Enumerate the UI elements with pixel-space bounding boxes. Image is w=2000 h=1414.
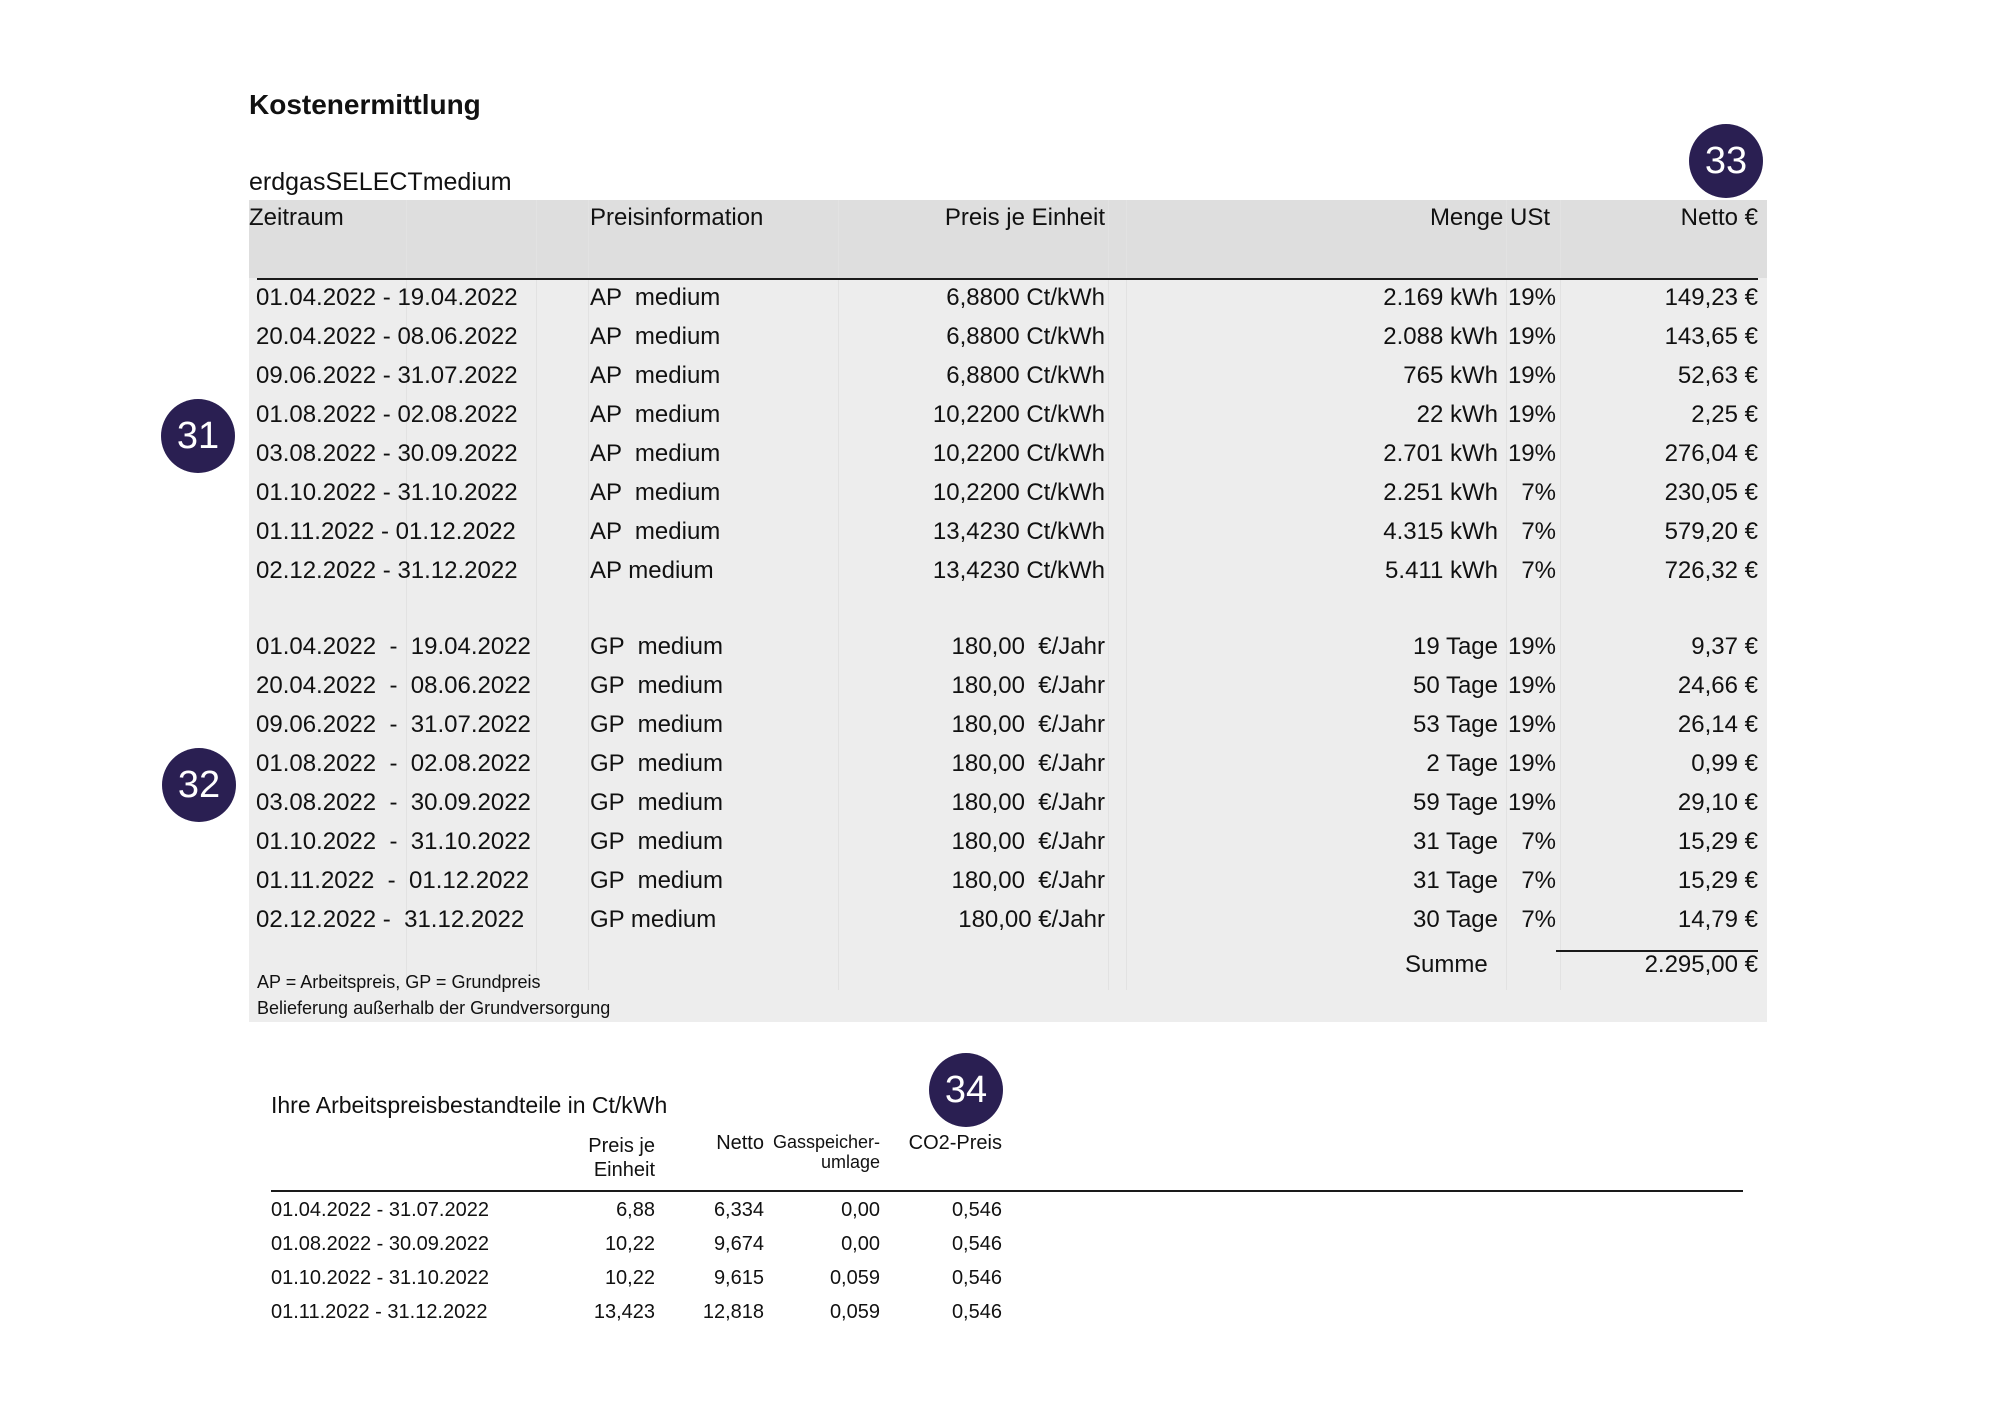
- annotation-badge-33: 33: [1689, 124, 1763, 198]
- gp-row-unitprice: 180,00 €/Jahr: [951, 633, 1105, 660]
- gp-row-period: 20.04.2022 - 08.06.2022: [256, 672, 531, 699]
- gp-row-vat: 7%: [1521, 867, 1556, 894]
- gp-row-quantity: 50 Tage: [1413, 672, 1498, 699]
- components-row-co2: 0,546: [951, 1267, 1002, 1289]
- legend-note: AP = Arbeitspreis, GP = Grundpreis: [257, 972, 541, 992]
- ap-row-priceinfo: AP medium: [590, 557, 714, 584]
- gp-row-quantity: 31 Tage: [1413, 828, 1498, 855]
- gp-row-unitprice: 180,00 €/Jahr: [951, 867, 1105, 894]
- ap-row-priceinfo: AP medium: [590, 401, 721, 428]
- column-divider: [1126, 200, 1127, 990]
- column-divider: [838, 200, 839, 990]
- gp-row-period: 03.08.2022 - 30.09.2022: [256, 789, 531, 816]
- components-header-storage-line1: Gasspeicher-: [772, 1132, 880, 1152]
- ap-row-quantity: 2.701 kWh: [1383, 440, 1498, 467]
- ap-row-unitprice: 10,2200 Ct/kWh: [932, 479, 1105, 506]
- gp-row-vat: 19%: [1507, 750, 1556, 777]
- ap-row-vat: 7%: [1521, 479, 1556, 506]
- ap-row-vat: 19%: [1507, 323, 1556, 350]
- ap-row-period: 01.10.2022 - 31.10.2022: [256, 479, 518, 506]
- gp-row-net: 14,79 €: [1677, 906, 1758, 933]
- gp-row-unitprice: 180,00 €/Jahr: [958, 906, 1105, 933]
- gp-row-net: 0,99 €: [1691, 750, 1758, 777]
- ap-row-unitprice: 10,2200 Ct/kWh: [932, 401, 1105, 428]
- components-row-storage: 0,00: [841, 1199, 880, 1221]
- ap-row-vat: 7%: [1521, 518, 1556, 545]
- gp-row-net: 24,66 €: [1677, 672, 1758, 699]
- ap-row-unitprice: 6,8800 Ct/kWh: [946, 323, 1105, 350]
- ap-row-unitprice: 10,2200 Ct/kWh: [932, 440, 1105, 467]
- annotation-badge-34: 34: [929, 1053, 1003, 1127]
- components-header-divider: [271, 1190, 1743, 1192]
- components-row-price: 10,22: [604, 1267, 655, 1289]
- ap-row-net: 579,20 €: [1664, 518, 1758, 545]
- ap-row-vat: 19%: [1507, 401, 1556, 428]
- gp-row-net: 15,29 €: [1677, 867, 1758, 894]
- ap-row-period: 02.12.2022 - 31.12.2022: [256, 557, 518, 584]
- column-divider: [536, 200, 537, 990]
- gp-row-quantity: 59 Tage: [1413, 789, 1498, 816]
- sum-label: Summe: [1405, 951, 1488, 978]
- gp-row-quantity: 19 Tage: [1413, 633, 1498, 660]
- components-row-storage: 0,059: [829, 1267, 880, 1289]
- ap-row-quantity: 5.411 kWh: [1385, 557, 1498, 584]
- col-header-unitprice: Preis je Einheit: [944, 204, 1105, 231]
- gp-row-unitprice: 180,00 €/Jahr: [951, 828, 1105, 855]
- gp-row-period: 01.10.2022 - 31.10.2022: [256, 828, 531, 855]
- ap-row-unitprice: 6,8800 Ct/kWh: [946, 362, 1105, 389]
- components-row-co2: 0,546: [951, 1233, 1002, 1255]
- gp-row-vat: 7%: [1521, 828, 1556, 855]
- gp-row-quantity: 31 Tage: [1413, 867, 1498, 894]
- ap-row-period: 20.04.2022 - 08.06.2022: [256, 323, 518, 350]
- gp-row-unitprice: 180,00 €/Jahr: [951, 711, 1105, 738]
- components-row-price: 13,423: [593, 1301, 655, 1323]
- ap-row-net: 726,32 €: [1664, 557, 1758, 584]
- col-header-net: Netto €: [1680, 204, 1758, 231]
- supply-note: Belieferung außerhalb der Grundversorgung: [257, 998, 611, 1018]
- ap-row-period: 01.11.2022 - 01.12.2022: [256, 518, 516, 545]
- gp-row-period: 09.06.2022 - 31.07.2022: [256, 711, 531, 738]
- ap-row-vat: 19%: [1507, 362, 1556, 389]
- gp-row-period: 02.12.2022 - 31.12.2022: [256, 906, 525, 933]
- ap-row-quantity: 2.169 kWh: [1383, 284, 1498, 311]
- ap-row-quantity: 4.315 kWh: [1383, 518, 1498, 545]
- ap-row-quantity: 22 kWh: [1416, 401, 1498, 428]
- gp-row-unitprice: 180,00 €/Jahr: [951, 750, 1105, 777]
- components-header-unitprice: [540, 1134, 655, 1182]
- column-divider: [1560, 200, 1561, 990]
- ap-row-net: 230,05 €: [1664, 479, 1758, 506]
- annotation-badge-32: 32: [162, 748, 236, 822]
- gp-row-priceinfo: GP medium: [590, 828, 723, 855]
- gp-row-unitprice: 180,00 €/Jahr: [951, 672, 1105, 699]
- ap-row-net: 149,23 €: [1664, 284, 1758, 311]
- components-row-net: 6,334: [713, 1199, 764, 1221]
- column-divider: [1108, 200, 1109, 990]
- components-row-period: 01.10.2022 - 31.10.2022: [271, 1267, 489, 1289]
- gp-row-vat: 19%: [1507, 711, 1556, 738]
- ap-row-net: 143,65 €: [1664, 323, 1758, 350]
- ap-row-vat: 7%: [1521, 557, 1556, 584]
- ap-row-priceinfo: AP medium: [590, 284, 721, 311]
- components-row-period: 01.11.2022 - 31.12.2022: [271, 1301, 488, 1323]
- components-row-co2: 0,546: [951, 1301, 1002, 1323]
- components-row-price: 10,22: [604, 1233, 655, 1255]
- gp-row-vat: 19%: [1507, 672, 1556, 699]
- gp-row-priceinfo: GP medium: [590, 867, 723, 894]
- components-row-period: 01.04.2022 - 31.07.2022: [271, 1199, 489, 1221]
- gp-row-net: 15,29 €: [1677, 828, 1758, 855]
- gp-row-net: 9,37 €: [1691, 633, 1758, 660]
- sum-value: 2.295,00 €: [1644, 951, 1758, 978]
- ap-row-quantity: 765 kWh: [1403, 362, 1498, 389]
- ap-row-period: 09.06.2022 - 31.07.2022: [256, 362, 518, 389]
- gp-row-priceinfo: GP medium: [590, 633, 723, 660]
- ap-row-net: 52,63 €: [1677, 362, 1758, 389]
- components-row-co2: 0,546: [951, 1199, 1002, 1221]
- components-header-co2: CO2-Preis: [908, 1132, 1002, 1154]
- gp-row-unitprice: 180,00 €/Jahr: [951, 789, 1105, 816]
- components-row-price: 6,88: [616, 1199, 655, 1221]
- ap-row-net: 2,25 €: [1691, 401, 1758, 428]
- column-divider: [588, 200, 589, 990]
- ap-row-unitprice: 13,4230 Ct/kWh: [932, 518, 1105, 545]
- components-header-storage-line2: umlage: [820, 1152, 880, 1172]
- components-title: Ihre Arbeitspreisbestandteile in Ct/kWh: [271, 1092, 668, 1118]
- components-row-storage: 0,00: [841, 1233, 880, 1255]
- gp-row-priceinfo: GP medium: [590, 711, 723, 738]
- page-title: Kostenermittlung: [249, 89, 481, 120]
- components-header-storage: [760, 1132, 880, 1172]
- components-row-period: 01.08.2022 - 30.09.2022: [271, 1233, 489, 1255]
- ap-row-period: 01.04.2022 - 19.04.2022: [256, 284, 518, 311]
- col-header-qty-vat: Menge USt: [1429, 204, 1550, 231]
- gp-row-period: 01.08.2022 - 02.08.2022: [256, 750, 531, 777]
- ap-row-quantity: 2.251 kWh: [1383, 479, 1498, 506]
- components-header-unitprice-line1: Preis je: [588, 1135, 655, 1157]
- col-header-period: Zeitraum: [249, 204, 344, 231]
- gp-row-period: 01.04.2022 - 19.04.2022: [256, 633, 531, 660]
- ap-row-unitprice: 6,8800 Ct/kWh: [946, 284, 1105, 311]
- gp-row-priceinfo: GP medium: [590, 750, 723, 777]
- ap-row-priceinfo: AP medium: [590, 518, 721, 545]
- ap-row-period: 03.08.2022 - 30.09.2022: [256, 440, 518, 467]
- ap-row-unitprice: 13,4230 Ct/kWh: [932, 557, 1105, 584]
- annotation-badge-31: 31: [161, 399, 235, 473]
- ap-row-priceinfo: AP medium: [590, 479, 721, 506]
- components-row-net: 12,818: [702, 1301, 764, 1323]
- ap-row-priceinfo: AP medium: [590, 362, 721, 389]
- gp-row-quantity: 30 Tage: [1413, 906, 1498, 933]
- components-header-unitprice-line2: Einheit: [593, 1159, 655, 1181]
- gp-row-vat: 19%: [1507, 633, 1556, 660]
- gp-row-vat: 19%: [1507, 789, 1556, 816]
- ap-row-priceinfo: AP medium: [590, 323, 721, 350]
- gp-row-net: 29,10 €: [1677, 789, 1758, 816]
- components-row-storage: 0,059: [829, 1301, 880, 1323]
- gp-row-quantity: 2 Tage: [1426, 750, 1498, 777]
- gp-row-net: 26,14 €: [1677, 711, 1758, 738]
- ap-row-priceinfo: AP medium: [590, 440, 721, 467]
- components-header-net: Netto: [716, 1132, 764, 1154]
- ap-row-vat: 19%: [1507, 440, 1556, 467]
- product-name: erdgasSELECTmedium: [249, 168, 512, 196]
- gp-row-quantity: 53 Tage: [1413, 711, 1498, 738]
- gp-row-priceinfo: GP medium: [590, 906, 717, 933]
- header-divider: [257, 278, 1758, 280]
- gp-row-priceinfo: GP medium: [590, 789, 723, 816]
- ap-row-net: 276,04 €: [1664, 440, 1758, 467]
- ap-row-vat: 19%: [1507, 284, 1556, 311]
- gp-row-priceinfo: GP medium: [590, 672, 723, 699]
- gp-row-period: 01.11.2022 - 01.12.2022: [256, 867, 530, 894]
- ap-row-period: 01.08.2022 - 02.08.2022: [256, 401, 518, 428]
- ap-row-quantity: 2.088 kWh: [1383, 323, 1498, 350]
- components-row-net: 9,674: [713, 1233, 764, 1255]
- components-row-net: 9,615: [713, 1267, 764, 1289]
- col-header-priceinfo: Preisinformation: [590, 204, 764, 231]
- gp-row-vat: 7%: [1521, 906, 1556, 933]
